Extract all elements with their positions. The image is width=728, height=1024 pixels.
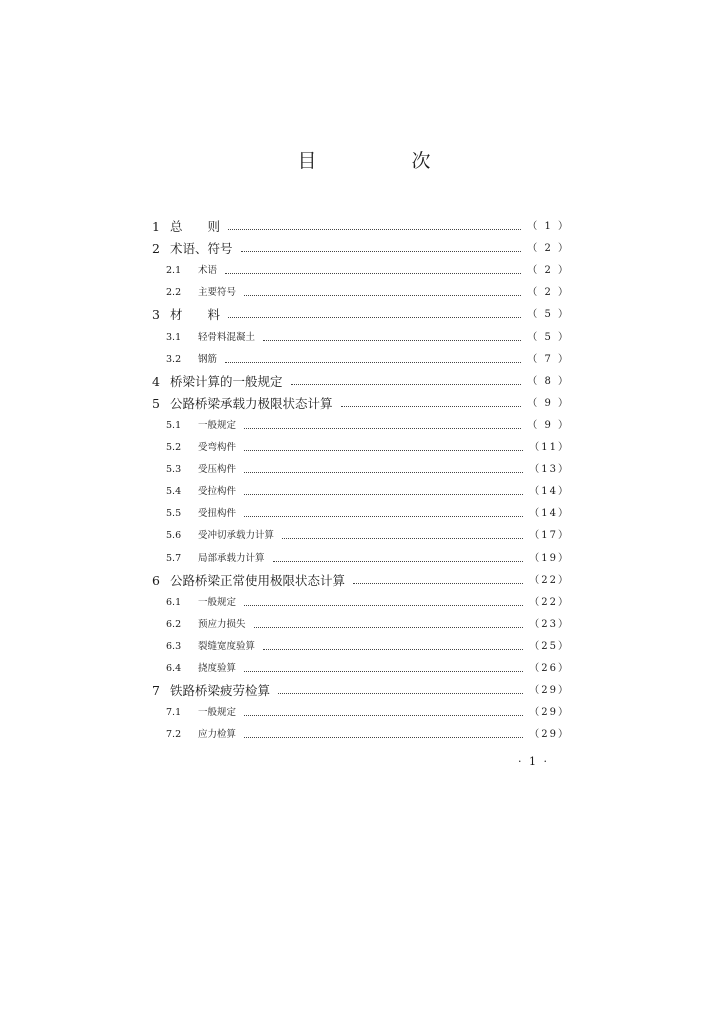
table-of-contents [152, 212, 570, 742]
dot-leader [254, 627, 524, 628]
toc-entry-page: （29） [529, 685, 570, 697]
toc-entry [152, 234, 570, 256]
dot-leader [291, 384, 522, 385]
toc-entry [152, 720, 570, 742]
toc-entry-number: 7.2 [166, 729, 182, 741]
toc-entry [152, 588, 570, 610]
dot-leader [225, 273, 521, 274]
toc-entry [152, 345, 570, 367]
toc-entry-title: 受压构件 [198, 464, 237, 476]
toc-entry [152, 278, 570, 300]
toc-entry-number: 1 [152, 219, 160, 235]
dot-leader [225, 362, 521, 363]
toc-entry [152, 477, 570, 499]
toc-entry-number: 3 [152, 307, 160, 323]
toc-entry [152, 499, 570, 521]
dot-leader [228, 317, 521, 318]
toc-entry-page: （17） [529, 530, 570, 542]
toc-entry-page: （ 2 ） [527, 265, 570, 277]
toc-entry [152, 610, 570, 632]
dot-leader [244, 450, 523, 451]
dot-leader [244, 428, 521, 429]
toc-entry [152, 212, 570, 234]
page-number: · 1 · [518, 755, 549, 768]
toc-entry [152, 566, 570, 588]
toc-entry [152, 300, 570, 322]
toc-entry-number: 6.3 [166, 640, 182, 652]
toc-entry-title: 局部承载力计算 [198, 552, 265, 564]
toc-entry-number: 5 [152, 395, 160, 411]
toc-entry-page: （14） [529, 508, 570, 520]
toc-entry-number: 6.4 [166, 662, 182, 674]
toc-entry-number: 5.1 [166, 419, 182, 431]
toc-entry-title: 轻骨料混凝土 [198, 331, 256, 343]
toc-entry-number: 6.2 [166, 618, 182, 630]
toc-entry [152, 411, 570, 433]
page-title: 目 次 [297, 150, 469, 172]
toc-entry [152, 543, 570, 565]
toc-entry-number: 3.1 [166, 331, 182, 343]
toc-entry-title: 受拉构件 [198, 486, 237, 498]
toc-entry-number: 5.7 [166, 552, 182, 564]
toc-entry [152, 654, 570, 676]
dot-leader [244, 605, 523, 606]
dot-leader [244, 737, 523, 738]
toc-entry-number: 5.5 [166, 508, 182, 520]
toc-entry-title: 受扭构件 [198, 508, 237, 520]
dot-leader [353, 583, 523, 584]
toc-entry [152, 521, 570, 543]
toc-entry-page: （22） [529, 574, 570, 586]
toc-entry-number: 2.2 [166, 287, 182, 299]
toc-entry-number: 5.6 [166, 530, 182, 542]
toc-entry-title: 一般规定 [198, 707, 237, 719]
toc-entry [152, 433, 570, 455]
toc-entry-number: 6.1 [166, 596, 182, 608]
dot-leader [263, 340, 521, 341]
toc-entry-number: 4 [152, 373, 160, 389]
toc-entry-page: （ 5 ） [527, 309, 570, 321]
toc-entry-page: （ 2 ） [527, 287, 570, 299]
toc-entry [152, 455, 570, 477]
toc-entry-title: 公路桥梁承载力极限状态计算 [170, 395, 333, 411]
toc-entry-page: （ 8 ） [527, 375, 570, 387]
toc-entry [152, 676, 570, 698]
toc-entry-title: 铁路桥梁疲劳检算 [170, 683, 271, 699]
dot-leader [228, 229, 521, 230]
toc-entry [152, 632, 570, 654]
toc-entry-page: （ 2 ） [527, 243, 570, 255]
dot-leader [244, 472, 523, 473]
dot-leader [244, 671, 523, 672]
toc-entry-number: 7.1 [166, 707, 182, 719]
toc-entry-page: （19） [529, 552, 570, 564]
toc-entry-title: 材 料 [170, 307, 221, 323]
dot-leader [341, 406, 522, 407]
dot-leader [263, 649, 523, 650]
toc-entry-page: （22） [529, 596, 570, 608]
toc-entry-title: 公路桥梁正常使用极限状态计算 [170, 572, 346, 588]
toc-entry-page: （ 7 ） [527, 353, 570, 365]
toc-entry-title: 受冲切承载力计算 [198, 530, 275, 542]
toc-entry-title: 钢筋 [198, 353, 218, 365]
dot-leader [244, 516, 523, 517]
toc-entry-title: 一般规定 [198, 596, 237, 608]
dot-leader [241, 251, 522, 252]
toc-entry-number: 2.1 [166, 265, 182, 277]
dot-leader [244, 715, 523, 716]
toc-entry-page: （29） [529, 729, 570, 741]
toc-entry-page: （26） [529, 662, 570, 674]
toc-entry [152, 389, 570, 411]
toc-entry-title: 术语、符号 [170, 241, 233, 257]
toc-entry-page: （25） [529, 640, 570, 652]
toc-entry-number: 3.2 [166, 353, 182, 365]
toc-entry-page: （13） [529, 464, 570, 476]
dot-leader [273, 561, 524, 562]
toc-entry-page: （11） [529, 442, 570, 454]
toc-entry-title: 主要符号 [198, 287, 237, 299]
toc-entry-page: （ 1 ） [527, 221, 570, 233]
toc-entry-number: 5.2 [166, 442, 182, 454]
toc-entry-title: 术语 [198, 265, 218, 277]
toc-entry [152, 256, 570, 278]
toc-entry-page: （29） [529, 707, 570, 719]
toc-entry-number: 6 [152, 572, 160, 588]
toc-entry-number: 5.3 [166, 464, 182, 476]
toc-entry-number: 2 [152, 241, 160, 257]
toc-entry [152, 367, 570, 389]
toc-entry-title: 应力检算 [198, 729, 237, 741]
toc-entry-title: 预应力损失 [198, 618, 246, 630]
toc-entry-number: 5.4 [166, 486, 182, 498]
toc-entry [152, 698, 570, 720]
dot-leader [244, 494, 523, 495]
toc-entry-title: 挠度验算 [198, 662, 237, 674]
toc-entry-page: （14） [529, 486, 570, 498]
dot-leader [244, 295, 521, 296]
toc-entry-page: （ 9 ） [527, 397, 570, 409]
dot-leader [282, 538, 523, 539]
toc-entry-title: 受弯构件 [198, 442, 237, 454]
toc-entry-page: （ 9 ） [527, 419, 570, 431]
toc-entry-title: 裂缝宽度验算 [198, 640, 256, 652]
toc-entry-number: 7 [152, 683, 160, 699]
toc-entry-title: 一般规定 [198, 419, 237, 431]
dot-leader [278, 693, 523, 694]
toc-entry-page: （23） [529, 618, 570, 630]
toc-entry-title: 总 则 [170, 219, 221, 235]
toc-entry-page: （ 5 ） [527, 331, 570, 343]
toc-entry-title: 桥梁计算的一般规定 [170, 373, 283, 389]
toc-entry [152, 322, 570, 344]
